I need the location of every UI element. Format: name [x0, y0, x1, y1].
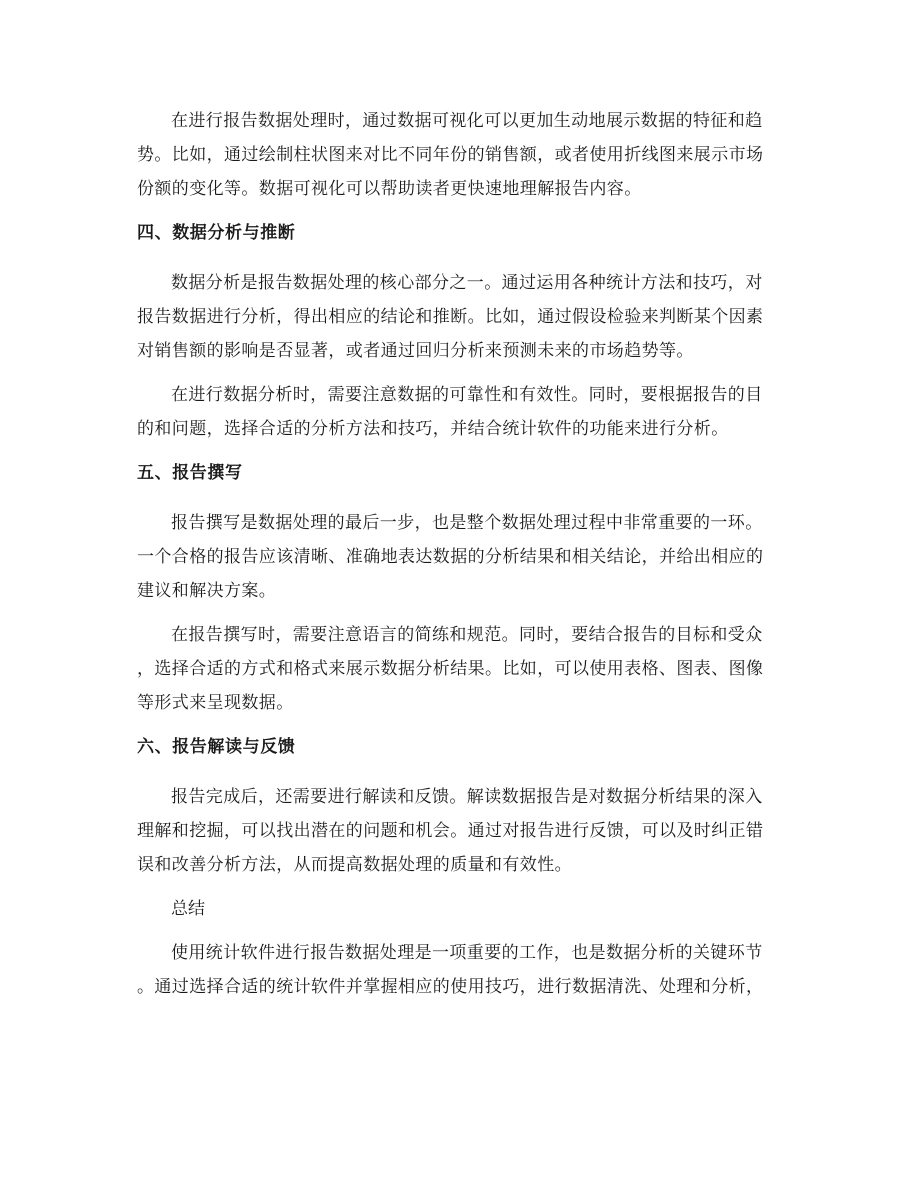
paragraph-line: 误和改善分析方法，从而提高数据处理的质量和有效性。 [137, 855, 572, 875]
paragraph-line: 一个合格的报告应该清晰、准确地表达数据的分析结果和相关结论，并给出相应的 [137, 547, 764, 567]
paragraph-line: 势。比如，通过绘制柱状图来对比不同年份的销售额，或者使用折线图来展示市场 [137, 145, 764, 165]
paragraph-line: 份额的变化等。数据可视化可以帮助读者更快速地理解报告内容。 [137, 179, 642, 199]
summary-label: 总结 [171, 899, 205, 919]
interpretation-paragraph [137, 780, 787, 882]
paragraph-line: 使用统计软件进行报告数据处理是一项重要的工作，也是数据分析的关键环节 [171, 943, 763, 963]
paragraph-line: 报告撰写是数据处理的最后一步，也是整个数据处理过程中非常重要的一环。 [171, 513, 763, 533]
section-heading-data-analysis: 四、数据分析与推断 [137, 223, 296, 243]
data-analysis-paragraph-1 [137, 266, 787, 368]
document-body [137, 104, 787, 1004]
paragraph-line: 理解和挖掘，可以找出潜在的问题和机会。通过对报告进行反馈，可以及时纠正错 [137, 821, 764, 841]
paragraph-line: 在进行报告数据处理时，通过数据可视化可以更加生动地展示数据的特征和趋 [171, 111, 763, 131]
paragraph-line: 报告完成后，还需要进行解读和反馈。解读数据报告是对数据分析结果的深入 [171, 787, 763, 807]
data-analysis-paragraph-2 [137, 378, 787, 446]
paragraph-line: 在报告撰写时，需要注意语言的简练和规范。同时，要结合报告的目标和受众 [171, 625, 763, 645]
paragraph-line: 对销售额的影响是否显著，或者通过回归分析来预测未来的市场趋势等。 [137, 341, 694, 361]
report-writing-paragraph-2 [137, 618, 787, 720]
intro-paragraph [137, 104, 787, 206]
paragraph-line: ，选择合适的方式和格式来展示数据分析结果。比如，可以使用表格、图表、图像 [137, 659, 764, 679]
paragraph-line: 。通过选择合适的统计软件并掌握相应的使用技巧，进行数据清洗、处理和分析， [137, 977, 764, 997]
paragraph-line: 的和问题，选择合适的分析方法和技巧，并结合统计软件的功能来进行分析。 [137, 419, 729, 439]
paragraph-line: 数据分析是报告数据处理的核心部分之一。通过运用各种统计方法和技巧，对 [171, 273, 763, 293]
paragraph-line: 建议和解决方案。 [137, 581, 277, 601]
summary-paragraph [137, 936, 787, 1004]
report-writing-paragraph-1 [137, 506, 787, 608]
paragraph-line: 报告数据进行分析，得出相应的结论和推断。比如，通过假设检验来判断某个因素 [137, 307, 764, 327]
paragraph-line: 在进行数据分析时，需要注意数据的可靠性和有效性。同时，要根据报告的目 [171, 385, 763, 405]
section-heading-interpretation-feedback: 六、报告解读与反馈 [137, 737, 296, 757]
section-heading-report-writing: 五、报告撰写 [137, 463, 243, 483]
paragraph-line: 等形式来呈现数据。 [137, 693, 294, 713]
